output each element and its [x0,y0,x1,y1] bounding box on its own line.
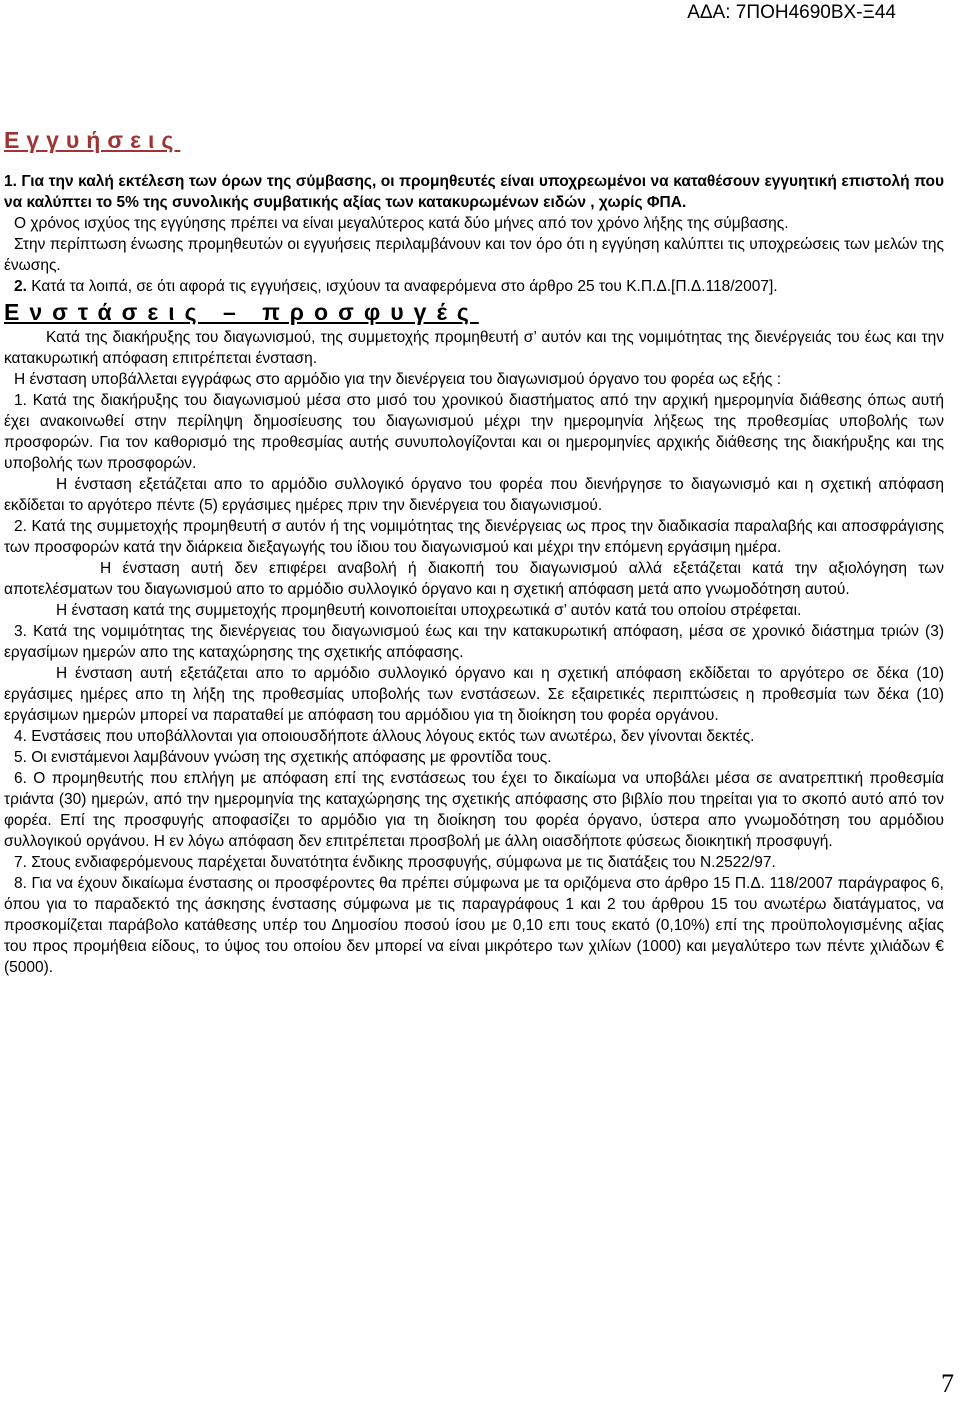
objection-paragraph-11: 5. Οι ενιστάμενοι λαμβάνουν γνώση της σχετικής απόφασης με φροντίδα τους. [14,749,552,766]
document-body [4,127,944,978]
objection-paragraph-10: 4. Ενστάσεις που υποβάλλονται για οποιουσδήποτε άλλους λόγους εκτός των ανωτέρω, δεν γίνονται δεκτές. [14,728,755,745]
guarantee-paragraph-4 [4,276,944,297]
objections-title: Ενστάσεις – προσφυγές [4,299,479,325]
guarantee-paragraph-1: 1. Για την καλή εκτέλεση των όρων της σύμβασης, οι προμηθευτές είναι υποχρεωμένοι να καταθέσουν εγγυητική επιστολή που να καλύπτει το 5% της συνολικής συμβατικής αξίας των κατακυρωμένων ειδών , χωρίς ΦΠΑ. [4,173,944,211]
objection-paragraph-1: Κατά της διακήρυξης του διαγωνισμού, της συμμετοχής προμηθευτή σ’ αυτόν και της νομιμότητας της διενέργειάς του έως και την κατακυρωτική απόφαση επιτρέπεται ένσταση. [4,329,944,367]
objection-paragraph-2: Η ένσταση υποβάλλεται εγγράφως στο αρμόδιο για την διενέργεια του διαγωνισμού όργανο του φορέα ως εξής : [14,371,782,388]
guarantee-paragraph-2: Ο χρόνος ισχύος της εγγύησης πρέπει να είναι μεγαλύτερος κατά δύο μήνες από τον χρόνο λήξης της σύμβασης. [14,215,789,232]
objection-paragraph-3: 1. Κατά της διακήρυξης του διαγωνισμού μέσα στο μισό του χρονικού διαστήματος από την αρχική ημερομηνία διάθεσης όπως αυτή έχει ανακοινωθεί στην περίληψη δημοσίευσης του διαγωνισμού μέχρι την ημερομηνία λήξεως της προθεσμίας υποβολής των προσφορών. Για τον καθορισμό της προθεσμίας αυτής συνυπολογίζονται και οι ημερομηνίες αρχικής διάθεσης της διακήρυξης και της υποβολής των προσφορών. [4,392,944,472]
guarantees-title: Εγγυήσεις [4,127,181,153]
objection-paragraph-14: 8. Για να έχουν δικαίωμα ένστασης οι προσφέροντες θα πρέπει σύμφωνα με τα οριζόμενα στο άρθρο 15 Π.Δ. 118/2007 παράγραφος 6, όπου για το παραδεκτό της άσκησης ένστασης σύμφωνα με τις παραγράφους 1 και 2 του άρθρου 15 του ανωτέρω διατάγματος, να προσκομίζεται παράβολο κατάθεσης υπέρ του Δημοσίου ποσού ίσου με 0,10 επι τους εκατό (0,10%) επί της προϋπολογισμένης αξίας του προς προμήθεια είδους, το ύψος του οποίου δεν μπορεί να είναι μικρότερο των χιλίων (1000) και μεγαλύτερο των πέντε χιλιάδων € (5000). [4,875,944,976]
objection-paragraph-6: Η ένσταση αυτή δεν επιφέρει αναβολή ή διακοπή του διαγωνισμού αλλά εξετάζεται κατά την αξιολόγηση των αποτελέσματων του διαγωνισμού απο το αρμόδιο συλλογικό όργανο και η σχετική απόφαση μετά απο γνωμοδότηση αυτού. [4,560,944,598]
objection-paragraph-12: 6. Ο προμηθευτής που επλήγη με απόφαση επί της ενστάσεως του έχει το δικαίωμα να υποβάλει μέσα σε ανατρεπτική προθεσμία τριάντα (30) ημερών, από την ημερομηνία της καταχώρησης της σχετικής απόφασης στο βιβλίο που τηρείται για το σκοπό αυτό από τον φορέα. Επί της προσφυγής αποφασίζει το αρμόδιο για τη διοίκηση του φορέα όργανο, ύστερα απο γνωμοδότηση του αρμόδιου συλλογικού οργάνου. Η εν λόγω απόφαση δεν επιτρέπεται προσβολή με άλλη οιασδήποτε φύσεως διοικητική προσφυγή. [4,770,944,850]
objection-paragraph-5: 2. Κατά της συμμετοχής προμηθευτή σ αυτόν ή της νομιμότητας της διενέργειας ως προς την διαδικασία παραλαβής και αποσφράγισης των προσφορών κατά την διάρκεια διεξαγωγής του ίδιου του διαγωνισμού και μέχρι την επόμενη εργάσιμη ημέρα. [4,518,944,556]
objection-paragraph-8: 3. Κατά της νομιμότητας της διενέργειας του διαγωνισμού έως και την κατακυρωτική απόφαση, μέσα σε χρονικό διάστημα τριών (3) εργασίμων ημερών απο της καταχώρησης της σχετικής απόφασης. [4,623,944,661]
paragraph-text: Κατά τα λοιπά, σε ότι αφορά τις εγγυήσεις, ισχύουν τα αναφερόμενα στο άρθρο 25 του Κ.Π.Δ.[Π.Δ.118/2007]. [26,278,778,295]
page-number: 7 [941,1369,954,1398]
ada-code: ΑΔΑ: 7ΠΟΗ4690ΒΧ-Ξ44 [687,2,896,23]
guarantee-paragraph-3: Στην περίπτωση ένωσης προμηθευτών οι εγγυήσεις περιλαμβάνουν και τον όρο ότι η εγγύηση καλύπτει τις υποχρεώσεις των μελών της ένωσης. [4,236,944,274]
objection-paragraph-9: Η ένσταση αυτή εξετάζεται απο το αρμόδιο συλλογικό όργανο και η σχετική απόφαση εκδίδεται το αργότερο σε δέκα (10) εργάσιμες ημέρες απο τη λήξη της προθεσμίας υποβολής των ενστάσεων. Σε εξαιρετικές περιπτώσεις η προθεσμία των δέκα (10) εργάσιμων ημερών μπορεί να παραταθεί με απόφαση του αρμόδιου για τη διοίκηση του φορέα οργάνου. [4,665,944,724]
paragraph-number: 2. [14,278,27,295]
objection-paragraph-4: Η ένσταση εξετάζεται απο το αρμόδιο συλλογικό όργανο του φορέα που διενήργησε το διαγωνισμό και η σχετική απόφαση εκδίδεται το αργότερο πέντε (5) εργάσιμες ημέρες πριν την διενέργεια του διαγωνισμού. [4,476,944,514]
objection-paragraph-7: Η ένσταση κατά της συμμετοχής προμηθευτή κοινοποιείται υποχρεωτικά σ’ αυτόν κατά του οποίου στρέφεται. [56,602,802,619]
objection-paragraph-13: 7. Στους ενδιαφερόμενους παρέχεται δυνατότητα ένδικης προσφυγής, σύμφωνα με τις διατάξεις του Ν.2522/97. [14,854,776,871]
